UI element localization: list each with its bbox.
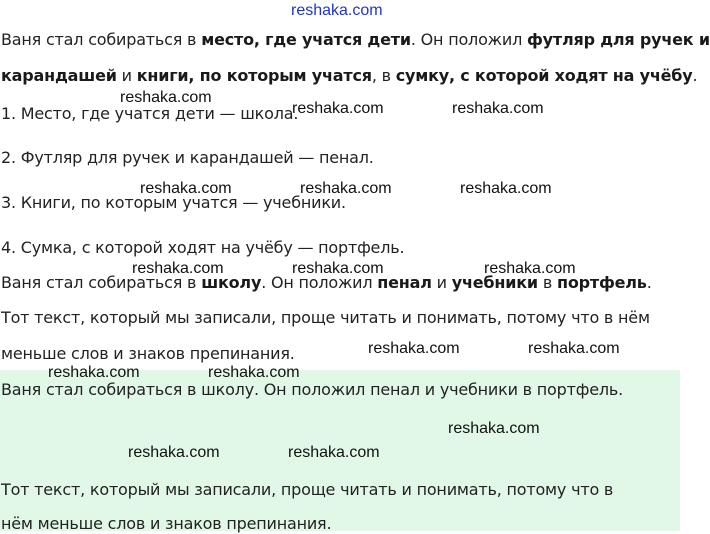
text-line-8: Тот текст, который мы записали, проще читать и понимать, потому что в нём: [1, 308, 650, 327]
watermark: reshaka.com: [448, 420, 540, 437]
bold-fragment: учебники: [451, 273, 538, 292]
text-line-9: меньше слов и знаков препинания.: [1, 344, 295, 363]
watermark: reshaka.com: [292, 260, 384, 277]
text-fragment: .: [692, 66, 698, 85]
list-item-3: 3. Книги, по которым учатся — учебники.: [1, 193, 346, 212]
text-fragment: . Он положил: [410, 30, 527, 49]
answer-line-2: Тот текст, который мы записали, проще читать и понимать, потому что в: [1, 480, 614, 499]
text-fragment: в: [537, 273, 557, 292]
watermark: reshaka.com: [140, 180, 232, 197]
answer-line-3: нём меньше слов и знаков препинания.: [1, 514, 332, 533]
watermark: reshaka.com: [528, 340, 620, 357]
text-line-2: [1, 66, 697, 86]
text-fragment: и: [431, 273, 452, 292]
bold-fragment: сумку, с которой ходят на учёбу: [395, 66, 693, 85]
watermark: reshaka.com: [48, 364, 140, 381]
bold-fragment: книги, по которым учатся: [136, 66, 372, 85]
text-line-1: [1, 30, 710, 50]
text-fragment: .: [646, 273, 652, 292]
watermark: reshaka.com: [452, 100, 544, 117]
bold-fragment: портфель: [556, 273, 647, 292]
text-fragment: Ваня стал собираться в: [1, 30, 202, 49]
watermark: reshaka.com: [292, 100, 384, 117]
answer-line-1: Ваня стал собираться в школу. Он положил пенал и учебники в портфель.: [1, 380, 623, 399]
text-fragment: Ваня стал собираться в: [1, 273, 202, 292]
list-item-2: 2. Футляр для ручек и карандашей — пенал.: [1, 148, 374, 167]
watermark: reshaka.com: [288, 444, 380, 461]
watermark: reshaka.com: [132, 260, 224, 277]
site-link[interactable]: reshaka.com: [291, 2, 383, 19]
watermark: reshaka.com: [120, 89, 212, 106]
watermark: reshaka.com: [484, 260, 576, 277]
text-fragment: . Он положил: [261, 273, 378, 292]
list-item-1: 1. Место, где учатся дети — школа.: [1, 104, 299, 123]
bold-fragment: место, где учатся дети: [201, 30, 411, 49]
list-item-4: 4. Сумка, с которой ходят на учёбу — портфель.: [1, 238, 405, 257]
text-fragment: и: [116, 66, 137, 85]
bold-fragment: футляр для ручек и: [527, 30, 710, 49]
bold-fragment: школу: [201, 273, 262, 292]
bold-fragment: карандашей: [1, 66, 117, 85]
watermark: reshaka.com: [300, 180, 392, 197]
watermark: reshaka.com: [368, 340, 460, 357]
text-fragment: , в: [371, 66, 396, 85]
watermark: reshaka.com: [128, 444, 220, 461]
bold-fragment: пенал: [377, 273, 432, 292]
watermark: reshaka.com: [208, 364, 300, 381]
watermark: reshaka.com: [460, 180, 552, 197]
